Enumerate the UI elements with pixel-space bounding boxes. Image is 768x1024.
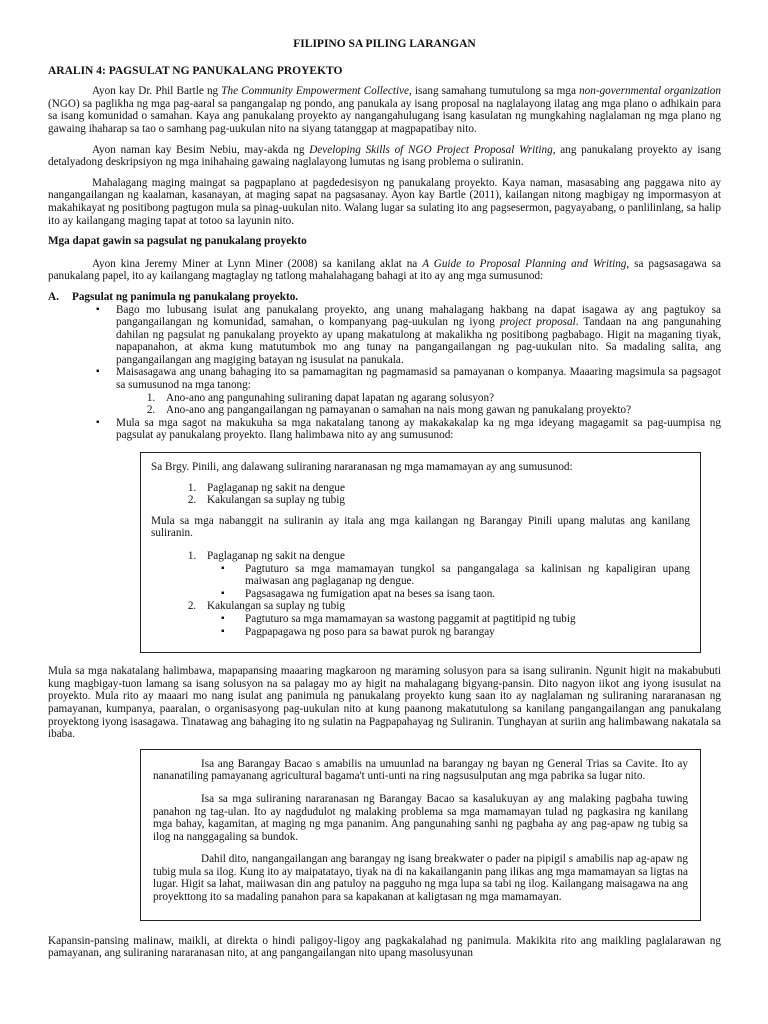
solution-label: Paglaganap ng sakit na dengue [207, 550, 345, 562]
box-paragraph: Dahil dito, nangangailangan ang barangay ng isang breakwater o pader na pipigil s amabilis nap ag-apaw ng tubig mula sa ilog. Kung ito ay maipatatayo, tiyak na di na kakailanganin pang ilikas ang mga mamamayan sa ligtas na lugar. Higit sa lahat, maiiwasan din ang patuloy na pagguho ng mga lupa sa tabi ng ilog. Kailangang maisagawa na ang proyekttong ito sa madaling panahon para sa kapakanan at kaligtasan ng mga mamamayan. [153, 853, 688, 904]
section-title: Pagsulat ng panimula ng panukalang proyekto. [72, 290, 299, 303]
text-run: Bago mo lubusang isulat ang panukalang proyekto, ang unang mahalagang hakbang na dapat isagawa ay ang pagtukoy sa pangangailangan ng komunidad, samahan, o kompanyang pag-uukulan ng iyong [116, 303, 721, 329]
italic-term: non-governmental organization [579, 85, 721, 98]
solution-subitem: ▪ Pagtuturo sa mga mamamayan tungkol sa pangangalaga sa kalinisan ng kapaligiran upang maiwasan ang paglaganap ng dengue. [237, 563, 690, 588]
solution-subitem: ▪ Pagsasagawa ng fumigation apat na beses sa isang taon. [237, 588, 690, 601]
italic-book-title: Developing Skills of NGO Project Proposal Writing [309, 143, 553, 156]
solution-sublist [207, 563, 690, 601]
example-box-pinili [140, 452, 701, 653]
box-intro: Sa Brgy. Pinili, ang dalawang suliraning nararanasan ng mga mamamayan ay ang sumusunod: [151, 461, 573, 474]
box-paragraph: Isa sa mga suliraning nararanasan ng Barangay Bacao sa kasalukuyan ay ang malaking pagbaha tuwing panahon ng tag-ulan. Ito ay nagdudulot ng malaking problema sa mga mamamayan tulad ng pagkasira ng kanilang mga bahay, kagamitan, at maging ng mga pananim. Ang pangunahing sanhi ng pagbaha ay ang pag-apaw ng tubig sa ilog na nanggagaling sa bundok. [153, 792, 688, 843]
solution-sublist [207, 613, 690, 638]
text-run: (NGO) sa paglikha ng mga pag-aaral sa pangangalap ng pondo, ang panukala ay isang proposal na naglalayong ilatag ang mga plano o adhikain para sa isang komunidad o samahan. Kaya ang panukalang proyekto ay nangangahulugang isang kasulatan ng mungkahing naglalaman ng mga plano ng gawaing ihaharap sa tao o samhang pag-uukulan nito na siyang tatanggap at magpapatibay nito. [48, 97, 721, 135]
solution-list [151, 550, 690, 638]
paragraph-bartle-definition [48, 85, 721, 135]
text-run: Ayon naman kay Besim Nebiu, may-akda ng [92, 143, 310, 156]
text-run: Maisasagawa ang unang bahaging ito sa pamamagitan ng pagmamasid sa pamayanan o kompanya. Maaaring magsimula sa pagsagot sa sumusunod na mga tanong: [116, 366, 721, 392]
section-subheading: Mga dapat gawin sa pagsulat ng panukalang proyekto [48, 235, 307, 248]
bullet-item [116, 304, 721, 367]
solution-item [199, 600, 690, 638]
paragraph-conclusion: Kapansin-pansing malinaw, maikli, at direkta o hindi paligoy-ligoy ang pagkakalahad ng panimula. Makikita rito ang maikling paglalarawan ng pamayanan, ang suliraning nararanasan nito, at ang pangangailangan nito upang masolusyunan [48, 934, 721, 960]
example-box-bacao [140, 749, 701, 921]
document-page [48, 38, 721, 968]
solution-label: Kakulangan sa suplay ng tubig [207, 600, 345, 613]
text-run: , sa pagsasagawa sa panukalang papel, ito ay kailangang magtaglay ng tatlong mahalahagang bahagi at ito ay ang mga sumusunod: [48, 257, 721, 283]
bullet-item [116, 366, 721, 416]
document-title: FILIPINO SA PILING LARANGAN [293, 38, 476, 50]
paragraph-planning: Mahalagang maging maingat sa pagpaplano at pagdedesisyon ng panukalang proyekto. Kaya naman, masasabing ang paggawa nito ay nangangailangan ng kaalaman, kasanayan, at maging sapat na pagsasanay. Ayon kay Bartle (2011), kailangan nitong magbigay ng impormasyon at makahikayat ng positibong pagtugon mula sa pinag-uukulan nito. Walang lugar sa sulating ito ang pagsesermon, pagyayabang, o panlilinlang, sa halip ito ay kailangang maging tapat at totoo sa layunin nito. [48, 176, 721, 227]
solution-item [199, 550, 690, 600]
text-run: , ang panukalang proyekto ay isang detalyadong deskripsiyon ng mga inihahaing gawaing naglalayong lumutas ng isang problema o suliranin. [48, 143, 722, 169]
solution-subitem: ▪ Pagpapagawa ng poso para sa bawat purok ng barangay [237, 626, 690, 639]
text-run: , isang samahang tumutulong sa mga [409, 85, 580, 98]
question-item: 2. Ano-ano ang pangangailangan ng pamayanan o samahan na nais mong gawan ng panukalang proyekto? [158, 404, 721, 417]
section-letter: A. [48, 290, 59, 303]
italic-source-title: The Community Empowerment Collective [221, 85, 409, 98]
lesson-heading: ARALIN 4: PAGSULAT NG PANUKALANG PROYEKTO [48, 64, 343, 77]
italic-term: project proposal [499, 316, 576, 329]
paragraph-nebiu-definition [48, 144, 721, 169]
section-a-bullets [48, 304, 721, 443]
text-run: . Tandaan na ang pangunahing dahilan ng pagsulat ng panukalang proyekto ay upang makatulong at makalikha ng positibong pagbabago. Higit na maganing tiyak, napapanahon, at akma kung matutumbok mo ang tunay na pangangailangan ng pag-uukulan nito. Sa madaling salita, ang pangangailangan ang magiging batayan ng isusulat na panukala. [116, 316, 721, 366]
text-run: Ayon kay Dr. Phil Bartle ng [92, 85, 222, 98]
problem-item: 1. Paglaganap ng sakit na dengue [199, 482, 690, 495]
bullet-item: ▪ Mula sa mga sagot na makukuha sa mga nakatalang tanong ay makakakalap ka ng mga ideyang magagamit sa pag-uumpisa ng pagsulat ay panukalang proyekto. Ilang halimbawa nito ay ang sumusunod: [116, 417, 721, 442]
box-middle-text: Mula sa mga nabanggit na suliranin ay itala ang mga kailangan ng Barangay Pinili upang malutas ang kanilang suliranin. [151, 514, 690, 540]
question-item: 1. Ano-ano ang pangunahing suliraning dapat lapatan ng agarang solusyon? [158, 392, 721, 405]
text-run: Ayon kina Jeremy Miner at Lynn Miner (2008) sa kanilang aklat na [92, 257, 423, 270]
section-a-heading [48, 291, 721, 304]
box-paragraph: Isa ang Barangay Bacao s amabilis na umuunlad na barangay ng bayan ng General Trias sa Cavite. Ito ay nananatiling pamayanang agricultural bagama't unti-unti na ring nagsusulputan ang mga pabrika sa lugar nito. [153, 757, 688, 783]
italic-book-title: A Guide to Proposal Planning and Writing [422, 257, 627, 270]
problem-list [151, 482, 690, 507]
paragraph-analysis: Mula sa mga nakatalang halimbawa, mapapansing maaaring magkaroon ng maraming solusyon para sa isang suliranin. Ngunit higit na makabubuti kung magbigay-tuon lamang sa isang solusyon na sa palagay mo ay higit na mahalagang bigyang-pansin. Dito nagyon iikot ang iyong isusulat na proyekto. Mula rito ay maaari mo nang isulat ang panimula ng panukalang proyekto kung saan ito ay naglalaman ng suliraning nararanasan ng pamayanan, kumpanya, paaralan, o organisasyong pag-uukulan nito at kung paanong makatutulong sa kanilang pangangailangan ang panukalang proyektong iyong isasagawa. Tinatawag ang bahaging ito ng sulatin na Pagpapahayag ng Suliranin. Tunghayan at suriin ang halimbawang nakatala sa ibaba. [48, 665, 721, 741]
paragraph-miner [48, 258, 721, 283]
problem-item: 2. Kakulangan sa suplay ng tubig [199, 494, 690, 507]
solution-subitem: ▪ Pagtuturo sa mga mamamayan sa wastong paggamit at pagtitipid ng tubig [237, 613, 690, 626]
question-list [116, 392, 721, 417]
